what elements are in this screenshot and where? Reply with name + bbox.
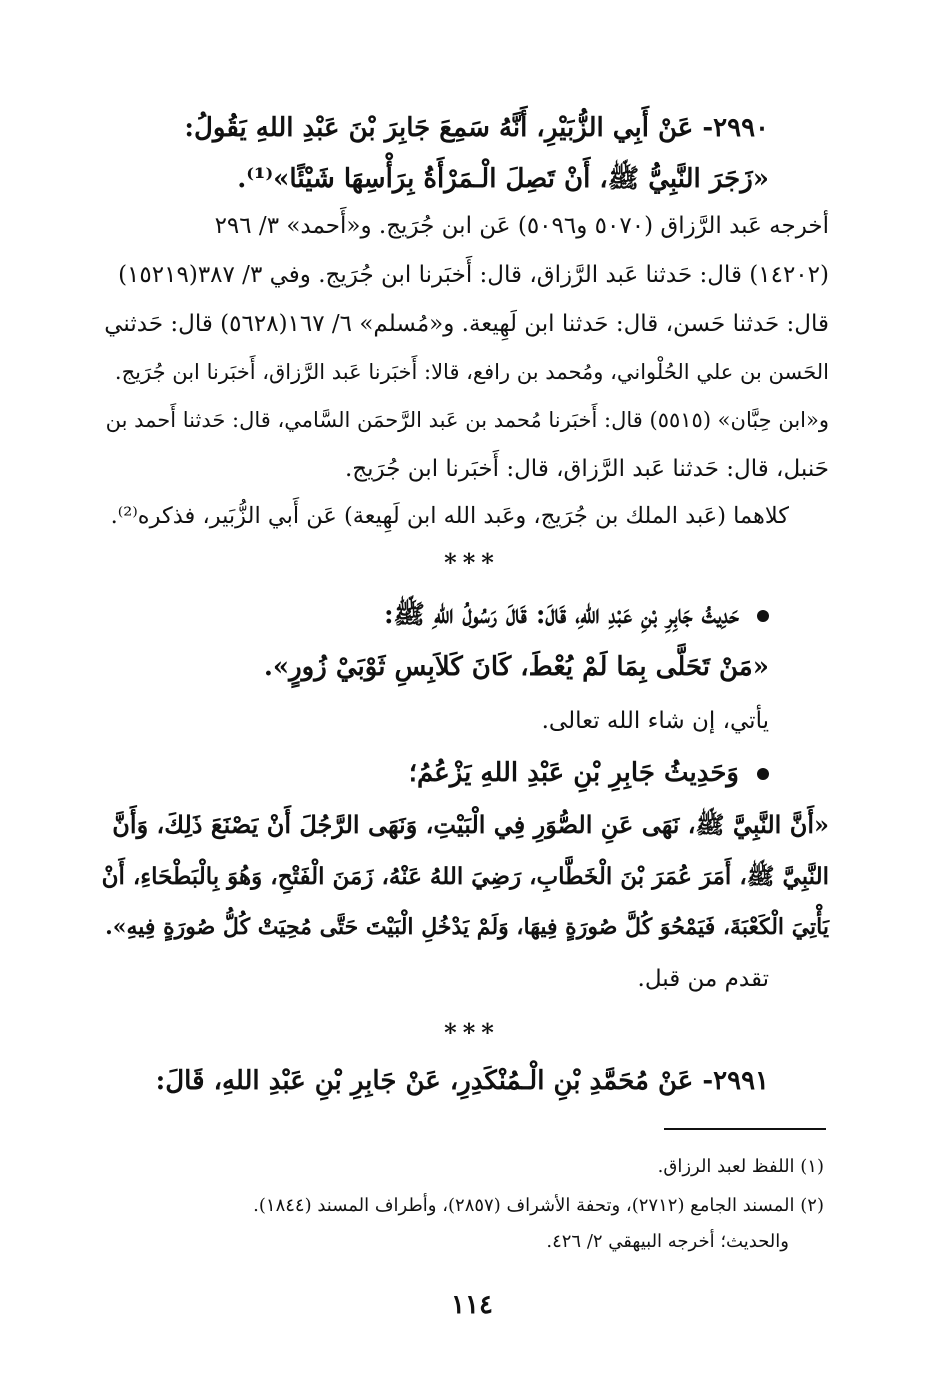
hadith-2990-line-2: «زَجَرَ النَّبِيُّ ﷺ، أَنْ تَصِلَ الْـمَرْأَةُ بِرَأْسِهَا شَيْئًا»⁽¹⁾. — [237, 164, 769, 194]
takhrij-line-5: و«ابن حِبَّان» (٥٥١٥) قال: أَخبَرنا مُحمد بن عَبد الرَّحمَن السَّامي، قال: حَدثنا أَحمد بن — [105, 408, 829, 432]
bullet-2-intro — [409, 758, 769, 788]
bullet-1-matn: «مَنْ تَحَلَّى بِمَا لَمْ يُعْطَ، كَانَ كَلاَبِسِ ثَوْبَيْ زُورٍ». — [263, 652, 769, 682]
takhrij-line-6: حَنبل، قال: حَدثنا عَبد الرَّزاق، قال: أَخبَرنا ابن جُرَيج. — [345, 456, 829, 482]
hadith-2990-line-1: ٢٩٩٠- عَنْ أَبِي الزُّبَيْرِ، أَنَّهُ سَمِعَ جَابِرَ بْنَ عَبْدِ اللهِ يَقُولُ: — [184, 113, 769, 143]
bullet-2-matn-line-1: «أَنَّ النَّبِيَّ ﷺ، نَهَى عَنِ الصُّوَرِ فِي الْبَيْتِ، وَنَهَى الرَّجُلَ أَنْ يَصْنَعَ ذَلِكَ، وَأَنَّ — [112, 810, 829, 839]
bullet-1-intro — [384, 598, 769, 636]
section-separator: *** — [444, 548, 500, 577]
footnote-divider — [664, 1128, 826, 1130]
hadith-2991-line-1: ٢٩٩١- عَنْ مُحَمَّدِ بْنِ الْـمُنْكَدِرِ، عَنْ جَابِرِ بْنِ عَبْدِ اللهِ، قَالَ: — [155, 1066, 769, 1096]
bullet-1-intro-text: حَدِيثُ جَابِرِ بْنِ عَبْدِ اللهِ، قَالَ: قَالَ رَسُولُ اللهِ ﷺ: — [383, 600, 739, 630]
bullet-2-note: تقدم من قبل. — [637, 966, 769, 992]
bullet-icon — [757, 768, 769, 780]
footnote-2: (٢) المسند الجامع (٢٧١٢)، وتحفة الأشراف (٢٨٥٧)، وأطراف المسند (١٨٤٤). — [253, 1195, 824, 1216]
takhrij-line-2: (١٤٢٠٢) قال: حَدثنا عَبد الرَّزاق، قال: أَخبَرنا ابن جُرَيج. وفي ٣/ ٣٨٧(١٥٢١٩) — [118, 262, 829, 288]
bullet-2-matn-line-3: يَأْتِيَ الْكَعْبَةَ، فَيَمْحُوَ كُلَّ صُورَةٍ فِيهَا، وَلَمْ يَدْخُلِ الْبَيْتَ حَتَّى مُحِيَتْ كُلُّ صُورَةٍ فِيهِ». — [105, 914, 829, 940]
bullet-icon — [757, 610, 769, 622]
takhrij-line-4: الحَسن بن علي الحُلْواني، ومُحمد بن رافع، قالا: أَخبَرنا عَبد الرَّزاق، أَخبَرنا ابن جُرَيج. — [114, 360, 829, 384]
footnote-2-continuation: والحديث؛ أخرجه البيهقي ٢/ ٤٢٦. — [546, 1231, 789, 1252]
takhrij-line-3: قال: حَدثنا حَسن، قال: حَدثنا ابن لَهِيعة. و«مُسلم» ٦/ ١٦٧(٥٦٢٨) قال: حَدثني — [104, 311, 829, 337]
bullet-2-matn-line-2: النَّبِيَّ ﷺ، أَمَرَ عُمَرَ بْنَ الْخَطَّابِ، رَضِيَ اللهُ عَنْهُ، زَمَنَ الْفَتْحِ، وَهُوَ بِالْبَطْحَاءِ، أَنْ — [101, 863, 829, 890]
section-separator: *** — [444, 1018, 500, 1047]
bullet-1-note: يأتي، إن شاء الله تعالى. — [541, 708, 769, 734]
page-number: ١١٤ — [451, 1290, 493, 1320]
takhrij-line-1: أخرجه عَبد الرَّزاق (٥٠٧٠ و٥٠٩٦) عَن ابن جُرَيج. و«أَحمد» ٣/ ٢٩٦ — [214, 213, 829, 239]
kilahuma-line: كلاهما (عَبد الملك بن جُرَيج، وعَبد الله ابن لَهِيعة) عَن أَبي الزُّبَير، فذكره⁽²⁾. — [110, 503, 789, 529]
bullet-2-intro-text: وَحَدِيثُ جَابِرِ بْنِ عَبْدِ اللهِ يَزْعُمُ؛ — [408, 758, 739, 788]
footnote-1: (١) اللفظ لعبد الرزاق. — [657, 1156, 824, 1177]
